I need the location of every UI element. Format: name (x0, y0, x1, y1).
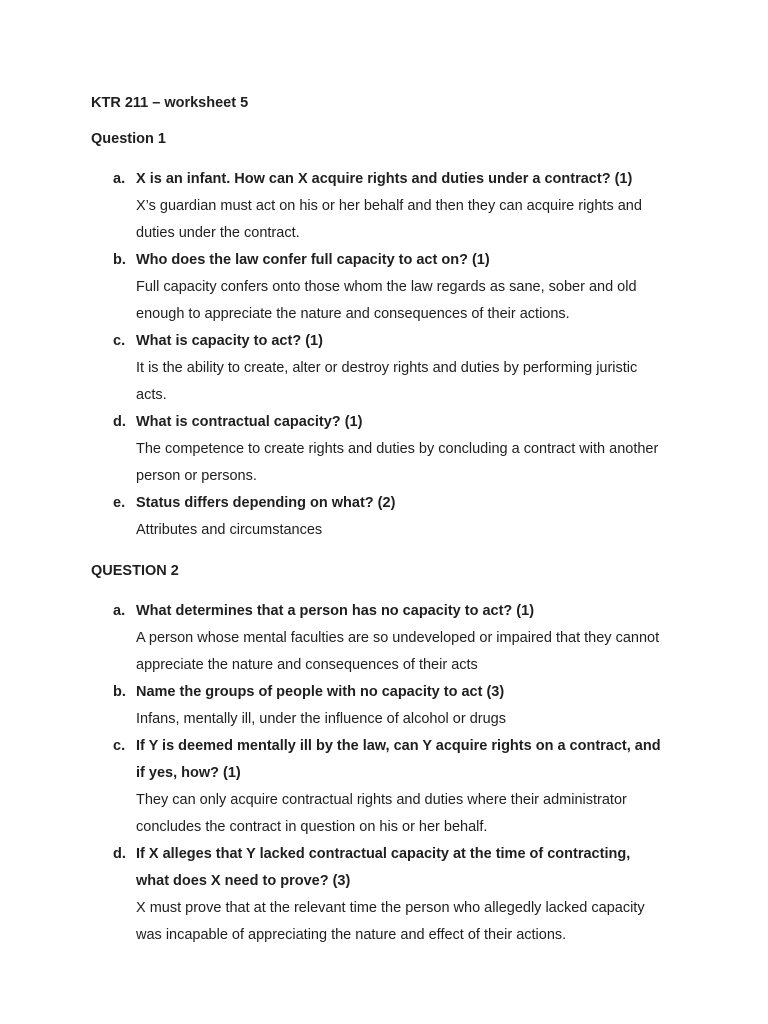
answer-text: Full capacity confers onto those whom the law regards as sane, sober and old enough to appreciate the nature and consequences of their actions. (136, 279, 637, 322)
question-text: Name the groups of people with no capacity to act (3) (136, 684, 505, 700)
answer-text: Infans, mentally ill, under the influence of alcohol or drugs (136, 711, 506, 727)
question-text: X is an infant. How can X acquire rights and duties under a contract? (1) (136, 171, 633, 187)
question-2d (91, 841, 666, 949)
item-letter: c. (113, 333, 126, 349)
item-letter: a. (113, 603, 126, 619)
answer-text: It is the ability to create, alter or destroy rights and duties by performing juristic acts. (136, 360, 638, 403)
answer-text: The competence to create rights and duties by concluding a contract with another person or persons. (136, 441, 659, 484)
answer-text: X must prove that at the relevant time the person who allegedly lacked capacity was incapable of appreciating the nature and effect of their actions. (136, 900, 645, 943)
question-1c (91, 328, 666, 409)
question-text: If X alleges that Y lacked contractual capacity at the time of contracting, what does X need to prove? (3) (136, 846, 631, 889)
section-heading-question-1: Question 1 (91, 131, 166, 147)
question-text: What is capacity to act? (1) (136, 333, 323, 349)
answer-text: They can only acquire contractual rights and duties where their administrator concludes the contract in question on his or her behalf. (136, 792, 627, 835)
question-1-list (91, 166, 768, 544)
item-letter: b. (113, 684, 126, 700)
question-2c (91, 733, 666, 841)
question-1e (91, 490, 666, 544)
answer-text: X’s guardian must act on his or her behalf and then they can acquire rights and duties under the contract. (136, 198, 642, 241)
section-heading-question-2: QUESTION 2 (91, 563, 179, 579)
item-letter: c. (113, 738, 126, 754)
item-letter: b. (113, 252, 126, 268)
item-letter: e. (113, 495, 126, 511)
question-2b (91, 679, 666, 733)
item-letter: d. (113, 846, 126, 862)
question-text: If Y is deemed mentally ill by the law, can Y acquire rights on a contract, and if yes, how? (1) (136, 738, 661, 781)
answer-text: A person whose mental faculties are so undeveloped or impaired that they cannot appreciate the nature and consequences of their acts (136, 630, 660, 673)
question-2-list (91, 598, 768, 949)
question-text: Who does the law confer full capacity to act on? (1) (136, 252, 490, 268)
question-text: What is contractual capacity? (1) (136, 414, 363, 430)
question-1a (91, 166, 666, 247)
question-1d (91, 409, 666, 490)
item-letter: d. (113, 414, 126, 430)
question-1b (91, 247, 666, 328)
question-text: What determines that a person has no capacity to act? (1) (136, 603, 535, 619)
question-text: Status differs depending on what? (2) (136, 495, 396, 511)
item-letter: a. (113, 171, 126, 187)
question-2a (91, 598, 666, 679)
document-title: KTR 211 – worksheet 5 (91, 95, 249, 111)
answer-text: Attributes and circumstances (136, 522, 323, 538)
